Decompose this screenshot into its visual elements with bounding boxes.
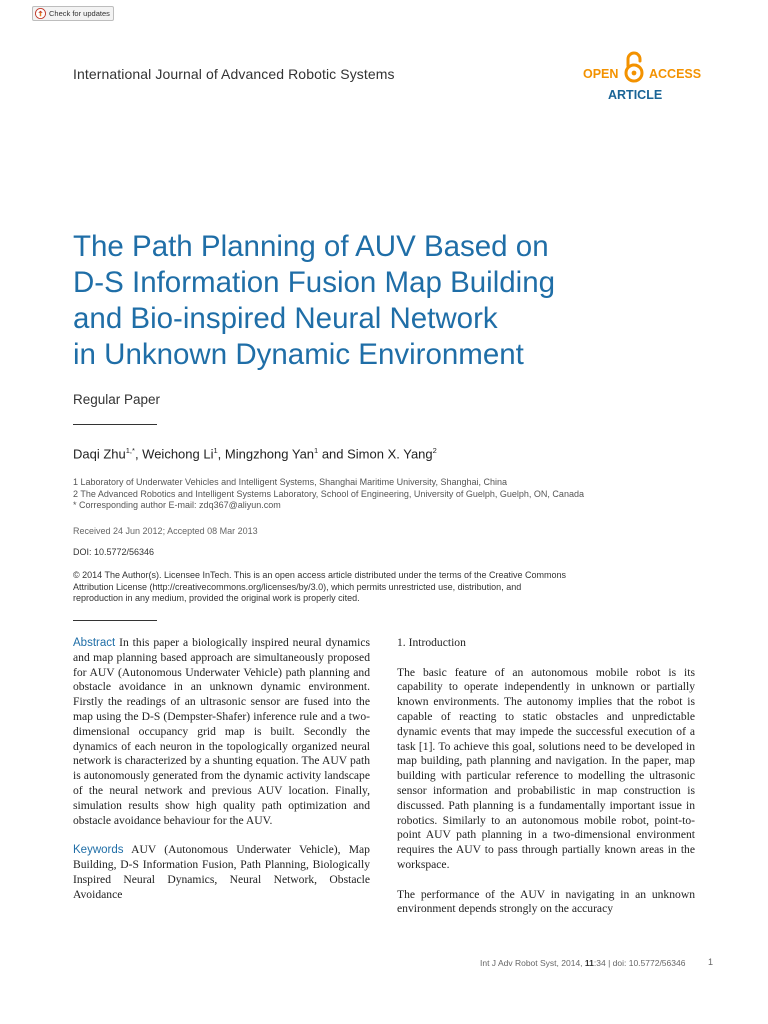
paragraph: The basic feature of an autonomous mobile robot is its capability to operate independently in unknown or partially known environments. The autonomy implies that the robot is capable of reacting to static obstacles and unpredictable dynamic events that may impede the successful execution of a task [1]. To achieve this goal, solutions need to be developed in map building, path planning and navigation. In the paper, map building with particular reference to modelling the ultrasonic sensor information and probabilistic in map construction is discussed. Path planning is a fundamentally important issue in robotics. Similarly to an autonomous mobile robot, point-to-point AUV path planning in a two-dimensional environment requires the AUV to pass through partially known areas in the workspace. bbox=[397, 665, 695, 871]
page-footer-citation bbox=[480, 958, 685, 968]
author-separator: , bbox=[134, 446, 143, 462]
keywords-text: AUV (Autonomous Underwater Vehicle), Map Building, D-S Information Fusion, Path Planning, Biologically Inspired Neural Dynamics, Neural Network, Obstacle Avoidance bbox=[73, 843, 370, 901]
author-affiliation-mark: 1,* bbox=[125, 446, 135, 455]
check-for-updates-button[interactable] bbox=[32, 6, 114, 21]
right-column bbox=[397, 636, 695, 932]
keywords bbox=[73, 843, 370, 902]
title-line: D-S Information Fusion Map Building bbox=[73, 266, 556, 299]
affiliations bbox=[73, 477, 584, 512]
received-accepted-dates: Received 24 Jun 2012; Accepted 08 Mar 2013 bbox=[73, 526, 258, 536]
title-line: The Path Planning of AUV Based on bbox=[73, 230, 549, 263]
paper-title bbox=[73, 229, 713, 373]
divider bbox=[73, 424, 157, 425]
open-access-access-label: ACCESS bbox=[649, 67, 702, 81]
footer-journal: Int J Adv Robot Syst, 2014, bbox=[480, 958, 585, 968]
abstract-text: In this paper a biologically inspired neural dynamics and map planning based approach are simultaneously proposed for AUV (Autonomous Underwater Vehicle) path planning and obstacle avoidance in an unknown dynamic environment. Firstly the readings of an ultrasonic sensor are fused into the map using the D-S (Dempster-Shafer) inference rule and a two-dimensional occupancy grid map is built. Secondly the dynamics of each neuron in the topologically organized neural network is characterized by a shunting equation. The AUV path is autonomously generated from the dynamic activity landscape of the neural network and previous AUV location. Finally, simulation results show high quality path optimization and obstacle avoidance behaviour for the AUV. bbox=[73, 636, 370, 827]
author-affiliation-mark: 1 bbox=[314, 446, 319, 455]
left-column bbox=[73, 636, 370, 917]
footer-volume: 11 bbox=[584, 958, 594, 968]
author-affiliation-mark: 1 bbox=[213, 446, 218, 455]
page-number: 1 bbox=[708, 957, 714, 967]
open-access-lock-icon bbox=[623, 50, 645, 84]
corresponding-author: * Corresponding author E-mail: zdq367@aliyun.com bbox=[73, 500, 281, 510]
journal-name: International Journal of Advanced Robotic Systems bbox=[73, 66, 395, 82]
abstract-label: Abstract bbox=[73, 637, 116, 649]
affiliation-line: 2 The Advanced Robotics and Intelligent Systems Laboratory, School of Engineering, University of Guelph, Guelph, ON, Canada bbox=[73, 488, 584, 499]
open-access-badge bbox=[583, 50, 703, 102]
affiliation-line: 1 Laboratory of Underwater Vehicles and Intelligent Systems, Shanghai Maritime University, Shanghai, China bbox=[73, 477, 508, 487]
author-name: Weichong Li bbox=[142, 446, 214, 462]
copyright-notice: © 2014 The Author(s). Licensee InTech. This is an open access article distributed under the terms of the Creative Commons Attribution License (http://creativecommons.org/licenses/by/3.0), which permits unrestricted use, distribution, and reproduction in any medium, provided the original work is properly cited. bbox=[73, 570, 567, 603]
doi: DOI: 10.5772/56346 bbox=[73, 547, 155, 557]
abstract bbox=[73, 636, 370, 828]
keywords-label: Keywords bbox=[73, 844, 124, 857]
author-separator: , bbox=[217, 446, 225, 462]
author-name: Mingzhong Yan bbox=[224, 446, 315, 462]
author-list bbox=[73, 446, 437, 461]
section-heading-introduction: 1. Introduction bbox=[397, 636, 466, 649]
paragraph: The performance of the AUV in navigating in an unknown environment depends strongly on the accuracy bbox=[397, 887, 695, 916]
open-access-open-label: OPEN bbox=[583, 67, 619, 81]
author-name: Daqi Zhu bbox=[73, 446, 126, 462]
author-name: Simon X. Yang bbox=[347, 446, 433, 462]
check-updates-label: Check for updates bbox=[49, 9, 110, 18]
author-separator: and bbox=[318, 446, 348, 462]
footer-doi: :34 | doi: 10.5772/56346 bbox=[593, 958, 686, 968]
open-access-article-label: ARTICLE bbox=[608, 88, 663, 102]
author-affiliation-mark: 2 bbox=[432, 446, 437, 455]
divider bbox=[73, 620, 157, 621]
title-line: in Unknown Dynamic Environment bbox=[73, 338, 524, 371]
paper-type: Regular Paper bbox=[73, 392, 161, 407]
check-updates-icon bbox=[35, 8, 46, 19]
title-line: and Bio-inspired Neural Network bbox=[73, 302, 498, 335]
